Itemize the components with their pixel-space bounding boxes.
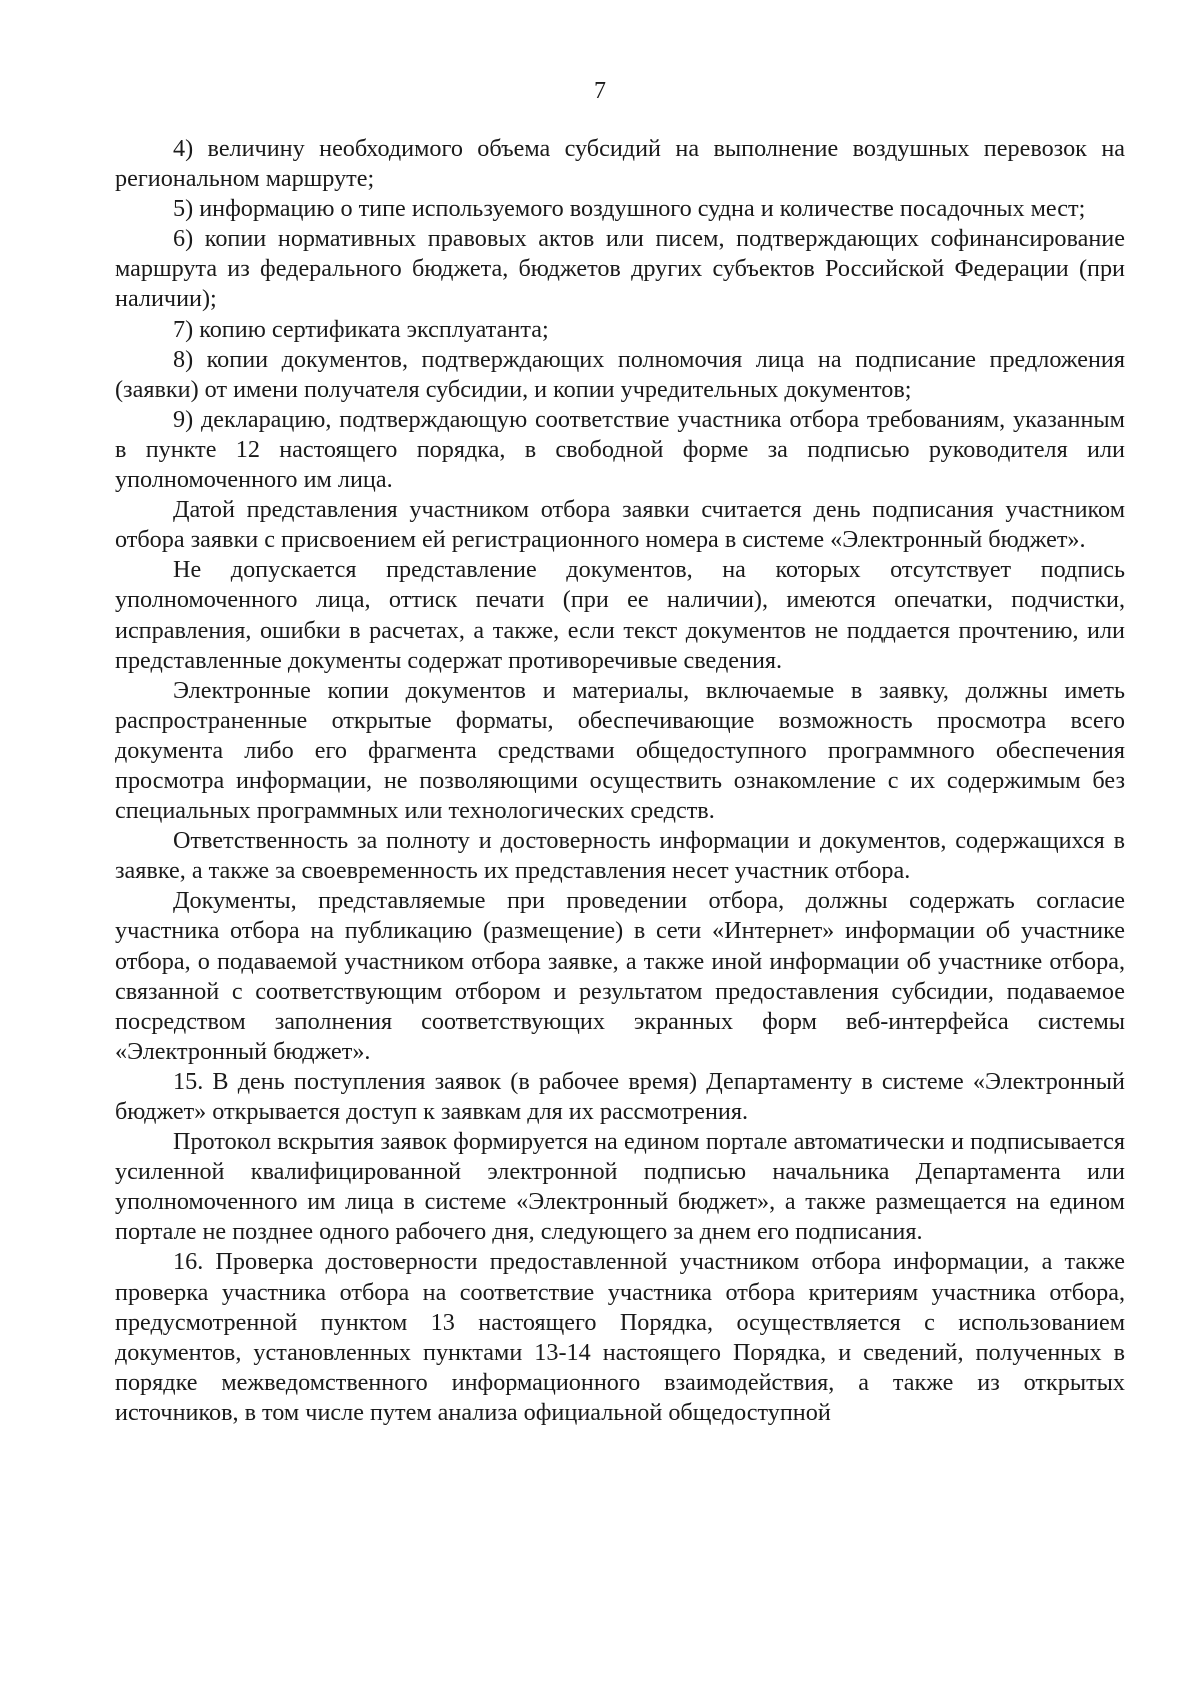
page-number: 7 [594, 78, 606, 104]
paragraph-electronic-copies: Электронные копии документов и материалы, включаемые в заявку, должны иметь распространенные открытые форматы, обеспечивающие возможность просмотра всего документа либо его фрагмента средствами общедоступного программного обеспечения просмотра информации, не позволяющими осуществить ознакомление с их содержимым без специальных программных или технологических средств. [115, 676, 1125, 825]
paragraph-section-15: 15. В день поступления заявок (в рабочее время) Департаменту в системе «Электронный бюджет» открывается доступ к заявкам для их рассмотрения. [115, 1067, 1125, 1125]
paragraph-item-9: 9) декларацию, подтверждающую соответствие участника отбора требованиям, указанным в пункте 12 настоящего порядка, в свободной форме за подписью руководителя или уполномоченного им лица. [115, 405, 1125, 494]
paragraph-submission-date: Датой представления участником отбора заявки считается день подписания участником отбора заявки с присвоением ей регистрационного номера в системе «Электронный бюджет». [115, 496, 1125, 554]
paragraph-item-8: 8) копии документов, подтверждающих полномочия лица на подписание предложения (заявки) от имени получателя субсидии, и копии учредительных документов; [115, 345, 1125, 403]
paragraph-item-7: 7) копию сертификата эксплуатанта; [173, 315, 549, 343]
paragraph-section-16: 16. Проверка достоверности предоставленной участником отбора информации, а также проверка участника отбора на соответствие участника отбора критериям участника отбора, предусмотренной пунктом 13 настоящего Порядка, осуществляется с использованием документов, установленных пунктами 13-14 настоящего Порядка, и сведений, полученных в порядке межведомственного информационного взаимодействия, а также из открытых источников, в том числе путем анализа официальной общедоступной [115, 1248, 1125, 1426]
paragraph-inadmissible-documents: Не допускается представление документов, на которых отсутствует подпись уполномоченного лица, оттиск печати (при ее наличии), имеются опечатки, подчистки, исправления, ошибки в расчетах, а также, если текст документов не поддается прочтению, или представленные документы содержат противоречивые сведения. [115, 556, 1125, 674]
paragraph-opening-protocol: Протокол вскрытия заявок формируется на едином портале автоматически и подписывается усиленной квалифицированной электронной подписью начальника Департамента или уполномоченного им лица в системе «Электронный бюджет», а также размещается на едином портале не позднее одного рабочего дня, следующего за днем его подписания. [115, 1128, 1125, 1246]
paragraph-item-4: 4) величину необходимого объема субсидий на выполнение воздушных перевозок на региональном маршруте; [115, 135, 1125, 193]
document-body [115, 134, 1125, 1428]
paragraph-responsibility: Ответственность за полноту и достоверность информации и документов, содержащихся в заявке, а также за своевременность их представления несет участник отбора. [115, 827, 1125, 885]
paragraph-item-6: 6) копии нормативных правовых актов или писем, подтверждающих софинансирование маршрута из федерального бюджета, бюджетов других субъектов Российской Федерации (при наличии); [115, 225, 1125, 313]
paragraph-consent: Документы, представляемые при проведении отбора, должны содержать согласие участника отбора на публикацию (размещение) в сети «Интернет» информации об участнике отбора, о подаваемой участником отбора заявке, а также иной информации об участнике отбора, связанной с соответствующим отбором и результатом предоставления субсидии, подаваемое посредством заполнения соответствующих экранных форм веб-интерфейса системы «Электронный бюджет». [115, 887, 1125, 1065]
paragraph-item-5: 5) информацию о типе используемого воздушного судна и количестве посадочных мест; [173, 195, 1086, 223]
